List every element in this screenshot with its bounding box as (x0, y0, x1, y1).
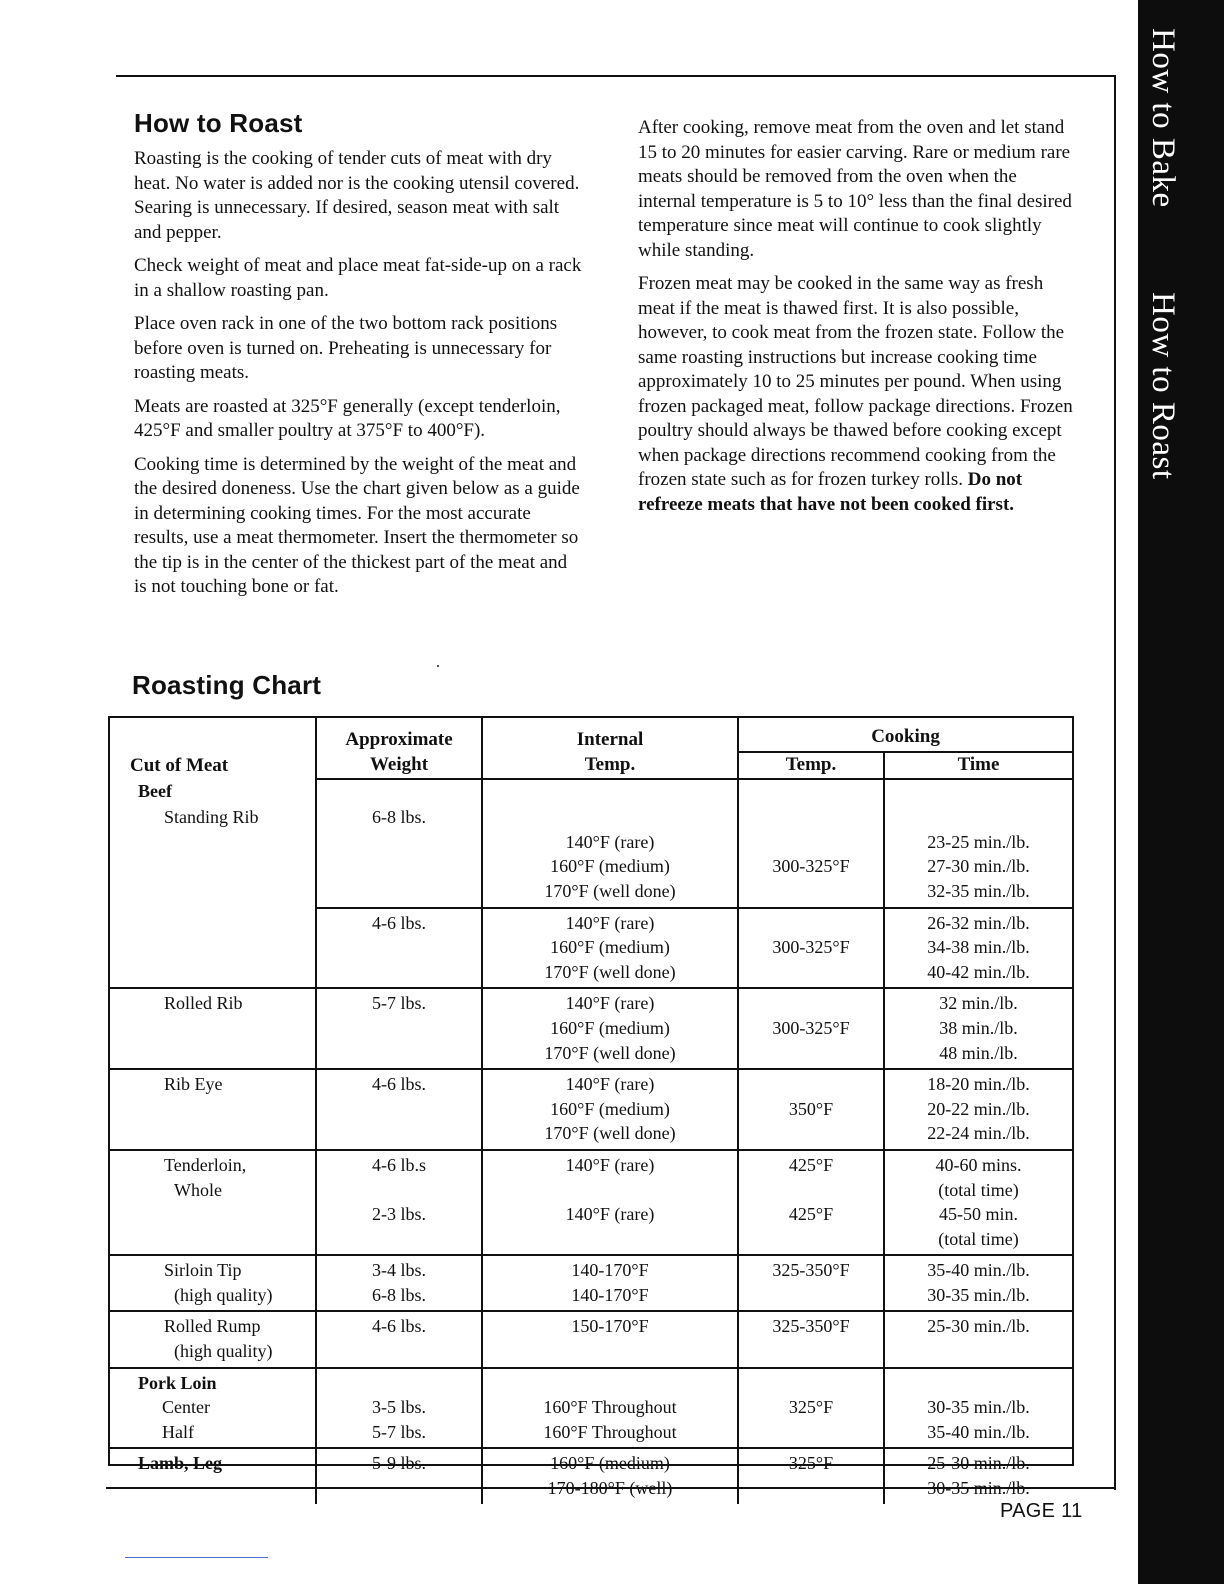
cooking-temp-cell: 325°F (738, 1368, 884, 1449)
internal-temp-cell: 150-170°F (482, 1311, 738, 1367)
table-row (110, 908, 1072, 989)
internal-temp-cell: 140°F (rare) 160°F (medium) 170°F (well done) (482, 908, 738, 989)
header-approximate-weight: Approximate Weight (316, 718, 482, 779)
roast-paragraph: Roasting is the cooking of tender cuts of meat with dry heat. No water is added nor is the cooking utensil covered. Searing is unnecessary. If desired, season meat with salt and pepper. (134, 148, 580, 243)
roasting-chart-title: Roasting Chart (132, 670, 322, 700)
weight-cell: 4-6 lbs. (316, 908, 482, 989)
cooking-time-cell: 30-35 min./lb. 35-40 min./lb. (884, 1368, 1072, 1449)
group-lamb-leg: Lamb, Leg (110, 1448, 316, 1503)
internal-temp-cell: 140°F (rare) 160°F (medium) 170°F (well done) (482, 803, 738, 907)
table-row (110, 803, 1072, 907)
weight-cell: 5-7 lbs. (316, 988, 482, 1069)
weight-cell: 4-6 lbs. (316, 1311, 482, 1367)
top-rule (116, 75, 1116, 77)
cooking-time-cell: 40-60 mins. (total time) 45-50 min. (total time) (884, 1150, 1072, 1255)
table-row (110, 1448, 1072, 1503)
roast-paragraph: Cooking time is determined by the weight of the meat and the desired doneness. Use the chart given below as a guide in determining cooking times. For the most accurate results, use a meat thermometer. Insert the thermometer so the tip is in the center of the thickest part of the meat and is not touching bone or fat. (134, 453, 580, 597)
section-side-tab (1138, 0, 1224, 1584)
cut-standing-rib: Standing Rib (110, 803, 316, 907)
table-row (110, 1311, 1072, 1367)
frozen-meat-text: Frozen meat may be cooked in the same way as fresh meat if the meat is thawed first. It is also possible, however, to cook meat from the frozen state. Follow the same roasting instructions but increase cooking time approximately 10 to 25 minutes per pound. When using frozen packaged meat, follow package directions. Frozen poultry should always be thawed before cooking except when package directions recommend cooking from the frozen state such as for frozen turkey rolls. (638, 273, 1073, 490)
header-cut-of-meat: Cut of Meat (110, 718, 316, 779)
cooking-time-cell: 23-25 min./lb. 27-30 min./lb. 32-35 min./lb. (884, 803, 1072, 907)
cooking-temp-cell: 325°F (738, 1448, 884, 1503)
table-row (110, 1069, 1072, 1150)
table-row (110, 988, 1072, 1069)
right-rule (1114, 75, 1116, 1490)
footer-blue-line (125, 1557, 268, 1558)
table-row (110, 1368, 1072, 1449)
cut-rib-eye: Rib Eye (110, 1069, 316, 1150)
weight-cell: 3-4 lbs. 6-8 lbs. (316, 1255, 482, 1311)
cooking-time-cell: 25-30 min./lb. (884, 1311, 1072, 1367)
roast-paragraph: Check weight of meat and place meat fat-side-up on a rack in a shallow roasting pan. (134, 255, 582, 301)
cooking-temp-cell: 425°F 425°F (738, 1150, 884, 1255)
roast-paragraph: Place oven rack in one of the two bottom rack positions before oven is turned on. Preheating is unnecessary for roasting meats. (134, 313, 558, 383)
cut-sirloin-tip: Sirloin Tip (high quality) (110, 1255, 316, 1311)
cut-pork-loin: Pork Loin Center Half (110, 1368, 316, 1449)
internal-temp-cell: 140°F (rare) 160°F (medium) 170°F (well done) (482, 1069, 738, 1150)
weight-cell: 6-8 lbs. (316, 803, 482, 907)
roast-paragraph (638, 272, 1078, 517)
roast-paragraph: After cooking, remove meat from the oven and let stand 15 to 20 minutes for easier carving. Rare or medium rare meats should be removed from the oven when the internal temperature is 5 to 10° less than the final desired temperature since meat will continue to cook slightly while standing. (638, 117, 1072, 261)
cooking-temp-cell: 325-350°F (738, 1255, 884, 1311)
table-row (110, 1255, 1072, 1311)
how-to-roast-left-column (134, 108, 584, 609)
scan-speck (437, 665, 439, 667)
internal-temp-cell: 140°F (rare) 140°F (rare) (482, 1150, 738, 1255)
cut-rolled-rib: Rolled Rib (110, 988, 316, 1069)
cooking-temp-cell: 325-350°F (738, 1311, 884, 1367)
page-number: PAGE 11 (1000, 1500, 1083, 1522)
table-row (110, 1150, 1072, 1255)
roasting-chart-table (108, 716, 1074, 1499)
group-beef: Beef (110, 779, 316, 804)
weight-cell: 4-6 lbs. (316, 1069, 482, 1150)
internal-temp-cell: 160°F (medium) 170-180°F (well) (482, 1448, 738, 1503)
weight-cell: 4-6 lb.s 2-3 lbs. (316, 1150, 482, 1255)
roast-paragraph: Meats are roasted at 325°F generally (except tenderloin, 425°F and smaller poultry at 375°F to 400°F). (134, 395, 561, 441)
weight-cell: 5-9 lbs. (316, 1448, 482, 1503)
group-pork-loin: Pork Loin (138, 1372, 217, 1393)
internal-temp-cell: 140-170°F 140-170°F (482, 1255, 738, 1311)
cut-rolled-rump: Rolled Rump (high quality) (110, 1311, 316, 1367)
cooking-time-cell: 25-30 min./lb. 30-35 min./lb. (884, 1448, 1072, 1503)
header-internal-temp: Internal Temp. (482, 718, 738, 779)
table-row (110, 779, 1072, 804)
cooking-time-cell: 35-40 min./lb. 30-35 min./lb. (884, 1255, 1072, 1311)
weight-cell: 3-5 lbs. 5-7 lbs. (316, 1368, 482, 1449)
cut-tenderloin: Tenderloin, Whole (110, 1150, 316, 1255)
internal-temp-cell: 160°F Throughout 160°F Throughout (482, 1368, 738, 1449)
cooking-temp-cell: 300-325°F (738, 908, 884, 989)
side-tab-how-to-roast[interactable]: How to Roast (1145, 292, 1181, 480)
how-to-roast-right-column (638, 116, 1078, 526)
refreeze-warning: Do not refreeze meats that have not been cooked first. (638, 469, 1023, 515)
cooking-time-cell: 26-32 min./lb. 34-38 min./lb. 40-42 min./lb. (884, 908, 1072, 989)
internal-temp-cell: 140°F (rare) 160°F (medium) 170°F (well done) (482, 988, 738, 1069)
cooking-temp-cell: 300-325°F (738, 803, 884, 907)
cooking-temp-cell: 350°F (738, 1069, 884, 1150)
header-cooking: Cooking (738, 718, 1072, 752)
header-cooking-time: Time (884, 752, 1072, 779)
cooking-temp-cell: 300-325°F (738, 988, 884, 1069)
cooking-time-cell: 32 min./lb. 38 min./lb. 48 min./lb. (884, 988, 1072, 1069)
how-to-roast-heading: How to Roast (134, 108, 303, 138)
cooking-time-cell: 18-20 min./lb. 20-22 min./lb. 22-24 min./lb. (884, 1069, 1072, 1150)
header-cooking-temp: Temp. (738, 752, 884, 779)
side-tab-how-to-bake[interactable]: How to Bake (1145, 28, 1181, 208)
